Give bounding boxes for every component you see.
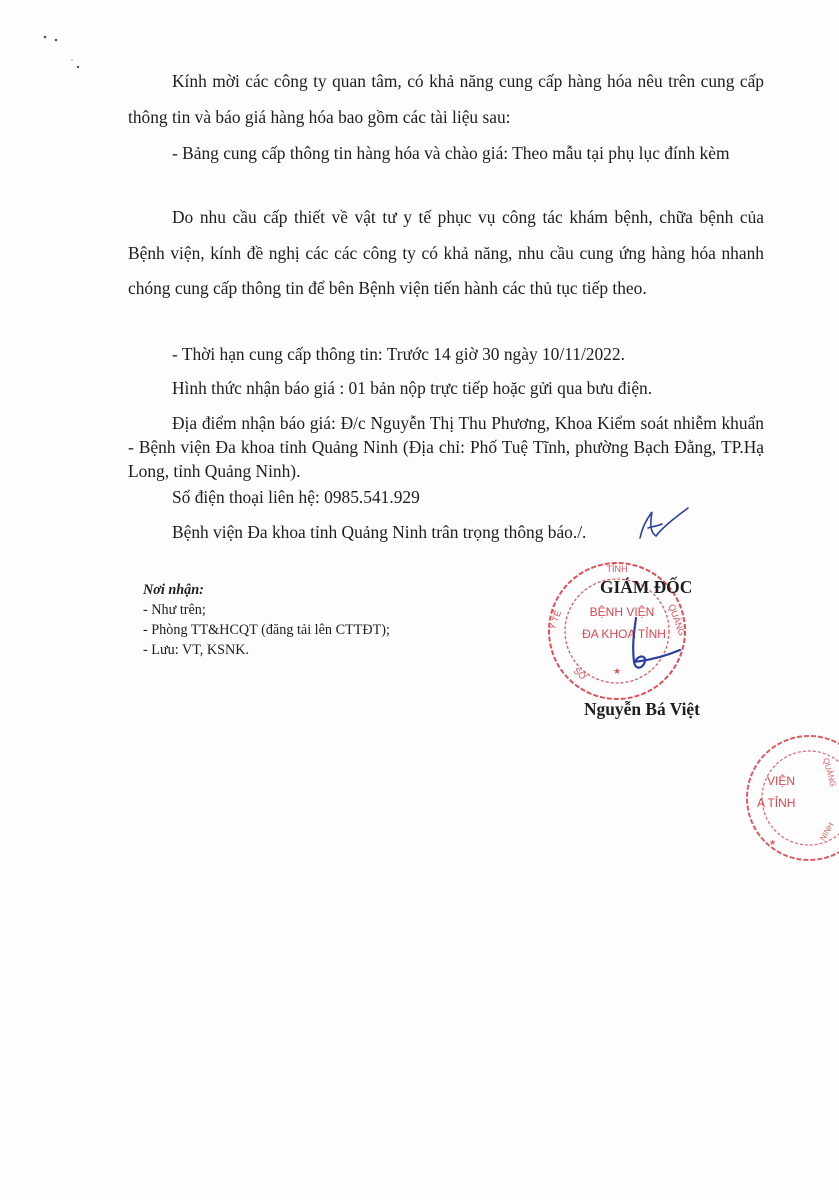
recipients-block bbox=[143, 580, 390, 660]
seal-ring-bottom: SỞ bbox=[571, 665, 589, 682]
urgency-paragraph: Do nhu cầu cấp thiết về vật tư y tế phục vụ công tác khám bệnh, chữa bệnh của Bệnh viện, kính đề nghị các các công ty có khả năng, nhu cầu cung ứng hàng hóa nhanh chóng cung cấp thông tin để bên Bệnh viện tiến hành các thủ tục tiếp theo. bbox=[128, 207, 764, 298]
partial-seal bbox=[739, 733, 839, 863]
phone-line: Số điện thoại liên hệ: 0985.541.929 bbox=[172, 487, 420, 507]
method-line: Hình thức nhận báo giá : 01 bản nộp trực tiếp hoặc gửi qua bưu điện. bbox=[172, 378, 653, 398]
initial-mark bbox=[628, 498, 708, 548]
handwritten-signature bbox=[600, 610, 700, 680]
seal-ring-right: QUẢNG bbox=[666, 602, 688, 638]
signer-title: GIÁM ĐỐC bbox=[600, 577, 693, 597]
closing-line: Bệnh viện Đa khoa tỉnh Quảng Ninh trân trọng thông báo./. bbox=[172, 522, 587, 542]
signer-name: Nguyễn Bá Việt bbox=[584, 699, 700, 719]
attachment-paragraph: - Bảng cung cấp thông tin hàng hóa và chào giá: Theo mẫu tại phụ lục đính kèm bbox=[172, 143, 730, 163]
svg-text:★: ★ bbox=[612, 666, 622, 676]
svg-text:★: ★ bbox=[769, 838, 777, 847]
partial-seal-line-1: VIỆN bbox=[767, 774, 796, 788]
seal-ring-top: TỈNH bbox=[606, 564, 628, 574]
partial-seal-line-2: A TỈNH bbox=[757, 796, 796, 810]
recipients-title: Nơi nhận: bbox=[143, 582, 204, 598]
invite-paragraph: Kính mời các công ty quan tâm, có khả năng cung cấp hàng hóa nêu trên cung cấp thông tin và báo giá hàng hóa bao gồm các tài liệu sau: bbox=[128, 71, 764, 127]
deadline-line: - Thời hạn cung cấp thông tin: Trước 14 giờ 30 ngày 10/11/2022. bbox=[172, 344, 625, 364]
scan-specks bbox=[0, 0, 120, 90]
partial-seal-ring-bottom: NINH bbox=[818, 821, 836, 843]
recipient-item: - Như trên; bbox=[143, 602, 206, 618]
location-paragraph: Địa điểm nhận báo giá: Đ/c Nguyễn Thị Thu Phương, Khoa Kiểm soát nhiễm khuẩn - Bệnh viện Đa khoa tỉnh Quảng Ninh (Địa chỉ: Phố Tuệ Tĩnh, phường Bạch Đằng, TP.Hạ Long, tỉnh Quảng Ninh). bbox=[128, 413, 764, 481]
partial-seal-ring-right: QUẢNG bbox=[821, 757, 838, 788]
seal-line-1: BỆNH VIỆN bbox=[589, 605, 655, 619]
recipient-item: - Phòng TT&HCQT (đăng tải lên CTTĐT); bbox=[143, 622, 390, 638]
recipient-item: - Lưu: VT, KSNK. bbox=[143, 642, 250, 658]
seal-line-2: ĐA KHOA TỈNH bbox=[582, 627, 666, 641]
seal-ring-left: Y TẾ bbox=[547, 609, 564, 631]
